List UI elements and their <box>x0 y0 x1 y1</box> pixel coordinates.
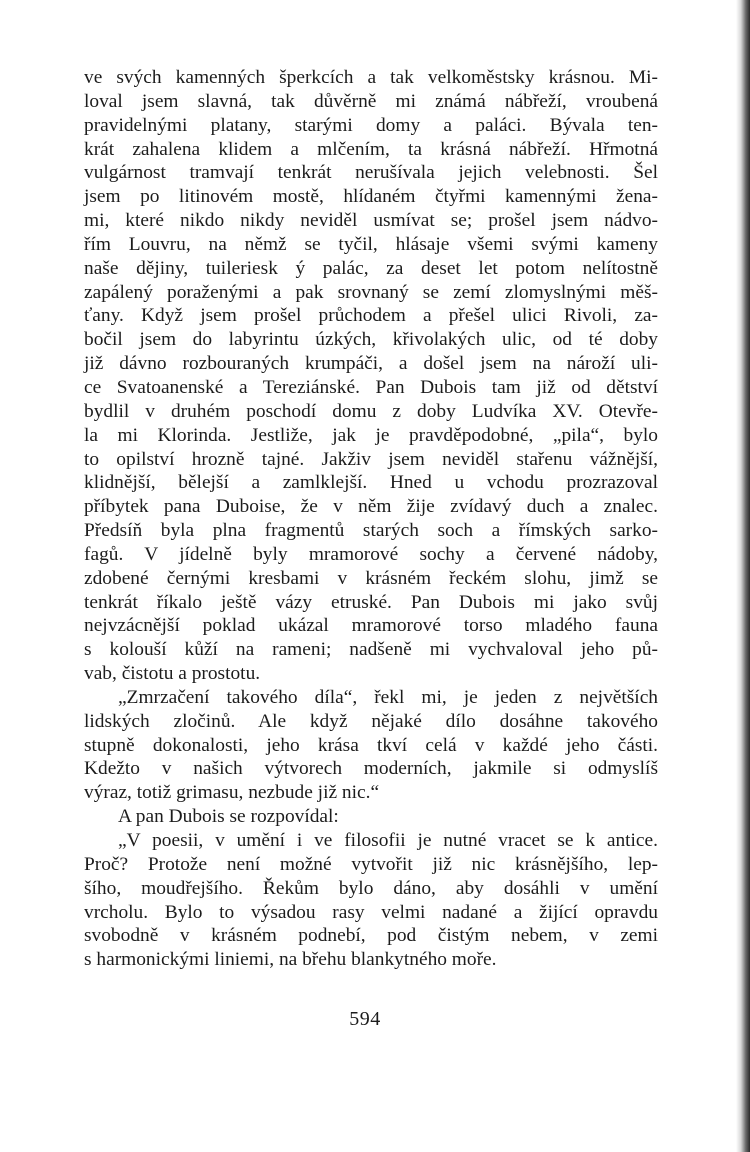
text-line: ve svých kamenných šperkcích a tak velkoměstsky krásnou. Mi- <box>84 67 658 88</box>
text-line: stupně dokonalosti, jeho krása tkví celá v každé jeho části. <box>84 734 658 756</box>
text-line: šího, moudřejšího. Řekům bylo dáno, aby dosáhli v umění <box>84 877 658 899</box>
text-line: la mi Klorinda. Jestliže, jak je pravděpodobné, „pila“, bylo <box>84 424 658 446</box>
text-line: pravidelnými platany, starými domy a paláci. Bývala ten- <box>84 114 658 136</box>
text-line: Kdežto v našich výtvorech moderních, jakmile si odmyslíš <box>84 758 658 780</box>
text-line: bočil jsem do labyrintu úzkých, křivolakých ulic, od té doby <box>84 329 658 351</box>
text-line-paragraph: A pan Dubois se rozpovídal: <box>118 806 339 828</box>
text-line-paragraph-end: s harmonickými liniemi, na břehu blankytného moře. <box>84 949 497 971</box>
page-number: 594 <box>349 1008 381 1030</box>
text-line: zdobené černými kresbami v krásném řeckém slohu, jimž se <box>84 567 658 589</box>
text-line: Proč? Protože není možné vytvořit již nic krásnějšího, lep- <box>84 853 658 875</box>
text-line: zapálený poraženými a pak srovnaný se zemí zlomyslnými měš- <box>84 281 658 303</box>
text-line: vulgárnost tramvají tenkrát nerušívala jejich velebnosti. Šel <box>84 162 658 184</box>
text-line: krát zahalena klidem a mlčením, ta krásná nábřeží. Hřmotná <box>84 138 658 160</box>
text-line: loval jsem slavná, tak důvěrně mi známá nábřeží, vroubená <box>84 90 658 112</box>
text-line: ce Svatoanenské a Tereziánské. Pan Dubois tam již od dětství <box>84 376 658 398</box>
text-line: mi, které nikdo nikdy neviděl usmívat se; prošel jsem nádvo- <box>84 210 658 232</box>
text-line: tenkrát říkalo ještě vázy etruské. Pan Dubois mi jako svůj <box>84 591 658 613</box>
text-line: to opilství hrozně tajné. Jakživ jsem neviděl stařenu vážnější, <box>84 448 658 470</box>
page-body-text <box>84 66 658 972</box>
text-line-paragraph-start: „V poesii, v umění i ve filosofii je nutné vracet se k antice. <box>118 830 658 851</box>
text-line: naše dějiny, tuileriesk ý palác, za deset let potom nelítostně <box>84 257 658 279</box>
text-line: Předsíň byla plna fragmentů starých soch a římských sarko- <box>84 520 658 542</box>
text-line: jsem po litinovém mostě, hlídaném čtyřmi kamennými žena- <box>84 186 658 208</box>
text-line: příbytek pana Duboise, že v něm žije zvídavý duch a znalec. <box>84 496 658 518</box>
text-line: lidských zločinů. Ale když nějaké dílo dosáhne takového <box>84 710 658 732</box>
text-line: svobodně v krásném podnebí, pod čistým nebem, v zemi <box>84 925 658 947</box>
text-line: již dávno rozbouraných krumpáči, a došel jsem na nároží uli- <box>84 353 658 375</box>
text-line: řím Louvru, na němž se tyčil, hlásaje všemi svými kameny <box>84 233 658 255</box>
text-line: fagů. V jídelně byly mramorové sochy a červené nádoby, <box>84 543 658 565</box>
text-line-paragraph-start: „Zmrzačení takového díla“, řekl mi, je jeden z největších <box>118 686 658 708</box>
text-line: ťany. Když jsem prošel průchodem a přešel ulici Rivoli, za- <box>84 305 658 327</box>
text-line-paragraph-end: vab, čistotu a prostotu. <box>84 663 261 685</box>
text-line: bydlil v druhém poschodí domu z doby Ludvíka XV. Otevře- <box>84 400 658 422</box>
text-line-paragraph-end: výraz, totiž grimasu, nezbude již nic.“ <box>84 782 380 804</box>
page-edge-shadow <box>736 0 750 1152</box>
text-line: s kolouší kůží na rameni; nadšeně mi vychvaloval jeho pů- <box>84 639 658 661</box>
text-line: klidnější, bělejší a zamlklejší. Hned u vchodu prozrazoval <box>84 472 658 494</box>
text-line: nejvzácnější poklad ukázal mramorové torso mladého fauna <box>84 615 658 637</box>
text-line: vrcholu. Bylo to výsadou rasy velmi nadané a žijící opravdu <box>84 901 658 923</box>
